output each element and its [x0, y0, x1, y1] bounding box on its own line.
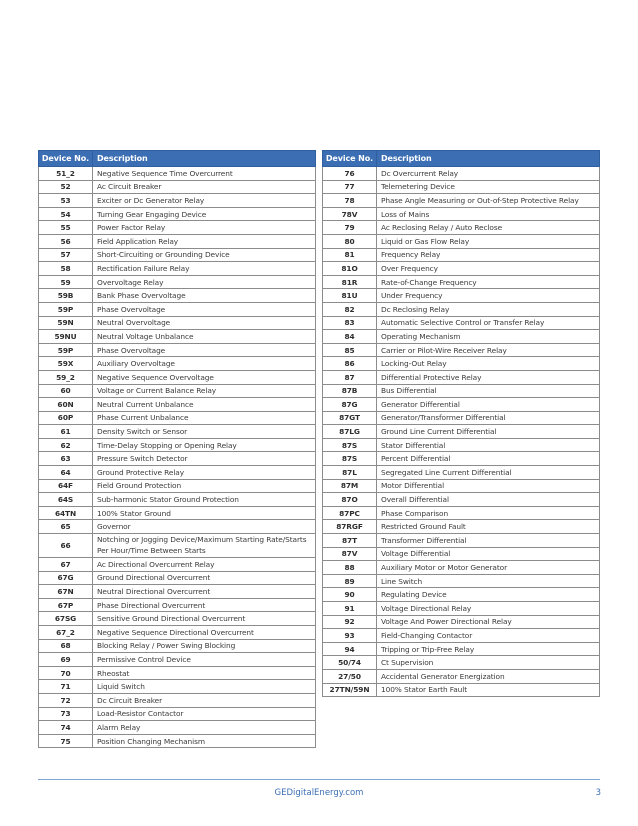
description-cell: Auxiliary Overvoltage: [93, 357, 316, 371]
description-cell: Overvoltage Relay: [93, 275, 316, 289]
table-row: [39, 520, 316, 534]
description-cell: Regulating Device: [377, 588, 600, 602]
device-number-cell: 77: [323, 180, 377, 194]
table-row: [323, 493, 600, 507]
device-number-cell: 87T: [323, 534, 377, 548]
description-cell: Dc Reclosing Relay: [377, 302, 600, 316]
table-row: [323, 316, 600, 330]
device-number-cell: 57: [39, 248, 93, 262]
table-row: [323, 520, 600, 534]
table-row: [39, 693, 316, 707]
description-cell: Neutral Current Unbalance: [93, 398, 316, 412]
header-description: Description: [377, 151, 600, 167]
table-row: [323, 167, 600, 181]
device-number-cell: 71: [39, 680, 93, 694]
device-number-cell: 69: [39, 653, 93, 667]
device-number-cell: 81: [323, 248, 377, 262]
device-number-cell: 91: [323, 602, 377, 616]
description-cell: Phase Angle Measuring or Out-of-Step Protective Relay: [377, 194, 600, 208]
table-row: [39, 221, 316, 235]
device-number-cell: 88: [323, 561, 377, 575]
table-row: [323, 370, 600, 384]
description-cell: Negative Sequence Overvoltage: [93, 370, 316, 384]
table-row: [323, 656, 600, 670]
description-cell: Ac Reclosing Relay / Auto Reclose: [377, 221, 600, 235]
description-cell: Notching or Jogging Device/Maximum Starting Rate/Starts Per Hour/Time Between Starts: [93, 534, 316, 558]
device-table-right: [322, 150, 600, 697]
header-description: Description: [93, 151, 316, 167]
table-row: [39, 425, 316, 439]
device-number-cell: 62: [39, 438, 93, 452]
device-number-cell: 83: [323, 316, 377, 330]
device-number-cell: 63: [39, 452, 93, 466]
description-cell: Automatic Selective Control or Transfer Relay: [377, 316, 600, 330]
description-cell: Generator Differential: [377, 398, 600, 412]
device-number-cell: 27/50: [323, 669, 377, 683]
device-number-cell: 81O: [323, 262, 377, 276]
description-cell: Dc Overcurrent Relay: [377, 167, 600, 181]
device-number-cell: 86: [323, 357, 377, 371]
device-number-cell: 64: [39, 466, 93, 480]
table-row: [323, 602, 600, 616]
device-number-cell: 75: [39, 734, 93, 748]
device-number-cell: 87RGF: [323, 520, 377, 534]
table-row: [39, 262, 316, 276]
table-row: [39, 384, 316, 398]
table-row: [39, 330, 316, 344]
device-table-left: [38, 150, 316, 748]
table-row: [39, 275, 316, 289]
description-cell: Neutral Directional Overcurrent: [93, 585, 316, 599]
description-cell: Dc Circuit Breaker: [93, 693, 316, 707]
device-number-cell: 59N: [39, 316, 93, 330]
table-row: [323, 561, 600, 575]
table-row: [39, 289, 316, 303]
description-cell: Carrier or Pilot-Wire Receiver Relay: [377, 343, 600, 357]
description-cell: Liquid Switch: [93, 680, 316, 694]
device-number-cell: 64TN: [39, 506, 93, 520]
description-cell: Permissive Control Device: [93, 653, 316, 667]
device-number-cell: 87B: [323, 384, 377, 398]
table-row: [323, 384, 600, 398]
table-row: [39, 398, 316, 412]
device-number-cell: 87: [323, 370, 377, 384]
description-cell: Short-Circuiting or Grounding Device: [93, 248, 316, 262]
table-row: [39, 534, 316, 558]
table-row: [39, 680, 316, 694]
device-number-cell: 58: [39, 262, 93, 276]
device-number-cell: 68: [39, 639, 93, 653]
table-row: [39, 612, 316, 626]
description-cell: Tripping or Trip-Free Relay: [377, 642, 600, 656]
description-cell: Phase Directional Overcurrent: [93, 598, 316, 612]
description-cell: Pressure Switch Detector: [93, 452, 316, 466]
table-row: [323, 466, 600, 480]
description-cell: Negative Sequence Time Overcurrent: [93, 167, 316, 181]
header-device-no: Device No.: [323, 151, 377, 167]
table-row: [39, 506, 316, 520]
description-cell: Field Application Relay: [93, 234, 316, 248]
table-row: [39, 452, 316, 466]
footer-divider: [38, 779, 600, 780]
table-row: [323, 398, 600, 412]
description-cell: Sub-harmonic Stator Ground Protection: [93, 493, 316, 507]
header-device-no: Device No.: [39, 151, 93, 167]
device-number-cell: 64F: [39, 479, 93, 493]
device-number-cell: 67_2: [39, 626, 93, 640]
device-number-cell: 56: [39, 234, 93, 248]
device-number-cell: 59P: [39, 343, 93, 357]
table-row: [323, 588, 600, 602]
table-row: [323, 248, 600, 262]
description-cell: Governor: [93, 520, 316, 534]
device-number-cell: 65: [39, 520, 93, 534]
table-row: [323, 669, 600, 683]
device-number-cell: 87PC: [323, 506, 377, 520]
description-cell: Exciter or Dc Generator Relay: [93, 194, 316, 208]
device-number-cell: 87L: [323, 466, 377, 480]
table-row: [39, 653, 316, 667]
device-number-cell: 59: [39, 275, 93, 289]
device-number-cell: 60N: [39, 398, 93, 412]
device-number-cell: 60P: [39, 411, 93, 425]
table-row: [323, 615, 600, 629]
table-header-row: [39, 151, 316, 167]
description-cell: Field-Changing Contactor: [377, 629, 600, 643]
device-number-cell: 87S: [323, 438, 377, 452]
table-row: [323, 574, 600, 588]
table-row: [323, 207, 600, 221]
description-cell: Rheostat: [93, 666, 316, 680]
description-cell: Power Factor Relay: [93, 221, 316, 235]
table-row: [323, 547, 600, 561]
page-number: 3: [595, 788, 601, 798]
description-cell: Rectification Failure Relay: [93, 262, 316, 276]
table-body: [39, 167, 316, 748]
table-row: [323, 180, 600, 194]
table-row: [39, 598, 316, 612]
description-cell: Density Switch or Sensor: [93, 425, 316, 439]
device-number-cell: 66: [39, 534, 93, 558]
description-cell: Restricted Ground Fault: [377, 520, 600, 534]
device-number-cell: 87V: [323, 547, 377, 561]
table-row: [323, 289, 600, 303]
device-number-cell: 70: [39, 666, 93, 680]
table-row: [323, 425, 600, 439]
device-number-cell: 87G: [323, 398, 377, 412]
table-row: [39, 370, 316, 384]
description-cell: Sensitive Ground Directional Overcurrent: [93, 612, 316, 626]
device-number-cell: 67SG: [39, 612, 93, 626]
description-cell: Voltage Differential: [377, 547, 600, 561]
description-cell: Accidental Generator Energization: [377, 669, 600, 683]
device-number-cell: 87GT: [323, 411, 377, 425]
table-row: [323, 438, 600, 452]
table-row: [39, 639, 316, 653]
table-row: [39, 571, 316, 585]
device-number-cell: 52: [39, 180, 93, 194]
description-cell: Line Switch: [377, 574, 600, 588]
table-row: [323, 275, 600, 289]
device-number-cell: 93: [323, 629, 377, 643]
description-cell: Over Frequency: [377, 262, 600, 276]
device-number-cell: 81R: [323, 275, 377, 289]
description-cell: Ground Line Current Differential: [377, 425, 600, 439]
table-body: [323, 167, 600, 697]
table-row: [39, 734, 316, 748]
device-number-cell: 61: [39, 425, 93, 439]
description-cell: Differential Protective Relay: [377, 370, 600, 384]
table-row: [323, 452, 600, 466]
table-row: [323, 262, 600, 276]
device-number-cell: 80: [323, 234, 377, 248]
description-cell: Transformer Differential: [377, 534, 600, 548]
device-number-cell: 87O: [323, 493, 377, 507]
description-cell: Overall Differential: [377, 493, 600, 507]
table-row: [323, 479, 600, 493]
table-row: [39, 479, 316, 493]
table-row: [323, 330, 600, 344]
table-row: [39, 343, 316, 357]
table-row: [323, 343, 600, 357]
description-cell: Rate-of-Change Frequency: [377, 275, 600, 289]
description-cell: Ac Circuit Breaker: [93, 180, 316, 194]
table-row: [39, 558, 316, 572]
description-cell: Bank Phase Overvoltage: [93, 289, 316, 303]
description-cell: Field Ground Protection: [93, 479, 316, 493]
description-cell: Liquid or Gas Flow Relay: [377, 234, 600, 248]
description-cell: Phase Current Unbalance: [93, 411, 316, 425]
table-row: [39, 248, 316, 262]
device-number-cell: 94: [323, 642, 377, 656]
device-number-cell: 67: [39, 558, 93, 572]
description-cell: Loss of Mains: [377, 207, 600, 221]
description-cell: Generator/Transformer Differential: [377, 411, 600, 425]
table-row: [39, 438, 316, 452]
description-cell: Bus Differential: [377, 384, 600, 398]
device-number-cell: 50/74: [323, 656, 377, 670]
device-number-cell: 76: [323, 167, 377, 181]
description-cell: Voltage or Current Balance Relay: [93, 384, 316, 398]
table-row: [323, 234, 600, 248]
table-row: [39, 466, 316, 480]
table-row: [323, 357, 600, 371]
description-cell: Neutral Overvoltage: [93, 316, 316, 330]
description-cell: Turning Gear Engaging Device: [93, 207, 316, 221]
table-row: [323, 683, 600, 697]
table-row: [323, 642, 600, 656]
table-row: [39, 493, 316, 507]
description-cell: Motor Differential: [377, 479, 600, 493]
device-number-cell: 89: [323, 574, 377, 588]
device-number-cell: 78V: [323, 207, 377, 221]
table-row: [39, 666, 316, 680]
device-number-cell: 87S: [323, 452, 377, 466]
description-cell: Auxiliary Motor or Motor Generator: [377, 561, 600, 575]
table-row: [39, 585, 316, 599]
description-cell: Telemetering Device: [377, 180, 600, 194]
description-cell: Segregated Line Current Differential: [377, 466, 600, 480]
device-number-cell: 79: [323, 221, 377, 235]
device-number-cell: 90: [323, 588, 377, 602]
table-row: [39, 234, 316, 248]
description-cell: Position Changing Mechanism: [93, 734, 316, 748]
description-cell: Voltage Directional Relay: [377, 602, 600, 616]
description-cell: Under Frequency: [377, 289, 600, 303]
table-row: [323, 194, 600, 208]
device-number-cell: 64S: [39, 493, 93, 507]
description-cell: Blocking Relay / Power Swing Blocking: [93, 639, 316, 653]
device-number-cell: 59P: [39, 302, 93, 316]
table-header-row: [323, 151, 600, 167]
device-number-cell: 81U: [323, 289, 377, 303]
description-cell: 100% Stator Earth Fault: [377, 683, 600, 697]
device-number-cell: 60: [39, 384, 93, 398]
device-number-cell: 87M: [323, 479, 377, 493]
device-number-cell: 55: [39, 221, 93, 235]
description-cell: Operating Mechanism: [377, 330, 600, 344]
device-number-cell: 84: [323, 330, 377, 344]
device-number-cell: 72: [39, 693, 93, 707]
table-row: [39, 194, 316, 208]
description-cell: Ground Directional Overcurrent: [93, 571, 316, 585]
description-cell: Ac Directional Overcurrent Relay: [93, 558, 316, 572]
table-row: [39, 721, 316, 735]
table-row: [323, 221, 600, 235]
device-number-cell: 87LG: [323, 425, 377, 439]
description-cell: Negative Sequence Directional Overcurrent: [93, 626, 316, 640]
device-number-cell: 54: [39, 207, 93, 221]
device-number-cell: 85: [323, 343, 377, 357]
description-cell: Locking-Out Relay: [377, 357, 600, 371]
table-row: [39, 180, 316, 194]
description-cell: Load-Resistor Contactor: [93, 707, 316, 721]
description-cell: Ct Supervision: [377, 656, 600, 670]
device-number-cell: 74: [39, 721, 93, 735]
description-cell: Frequency Relay: [377, 248, 600, 262]
table-row: [39, 411, 316, 425]
table-row: [323, 534, 600, 548]
table-row: [323, 411, 600, 425]
description-cell: Voltage And Power Directional Relay: [377, 615, 600, 629]
description-cell: Phase Comparison: [377, 506, 600, 520]
device-number-cell: 59_2: [39, 370, 93, 384]
device-number-cell: 27TN/59N: [323, 683, 377, 697]
description-cell: Neutral Voltage Unbalance: [93, 330, 316, 344]
device-number-cell: 92: [323, 615, 377, 629]
footer-website-link[interactable]: GEDigitalEnergy.com: [274, 788, 364, 798]
device-number-cell: 59X: [39, 357, 93, 371]
table-row: [39, 302, 316, 316]
description-cell: Phase Overvoltage: [93, 343, 316, 357]
table-row: [39, 207, 316, 221]
description-cell: Percent Differential: [377, 452, 600, 466]
device-number-cell: 67N: [39, 585, 93, 599]
table-row: [39, 316, 316, 330]
device-number-cell: 67P: [39, 598, 93, 612]
device-number-cell: 78: [323, 194, 377, 208]
description-cell: 100% Stator Ground: [93, 506, 316, 520]
table-row: [323, 302, 600, 316]
description-cell: Alarm Relay: [93, 721, 316, 735]
description-cell: Time-Delay Stopping or Opening Relay: [93, 438, 316, 452]
table-row: [323, 506, 600, 520]
table-row: [39, 626, 316, 640]
description-cell: Stator Differential: [377, 438, 600, 452]
device-number-cell: 59NU: [39, 330, 93, 344]
table-row: [39, 707, 316, 721]
description-cell: Ground Protective Relay: [93, 466, 316, 480]
table-row: [39, 357, 316, 371]
device-number-cell: 59B: [39, 289, 93, 303]
description-cell: Phase Overvoltage: [93, 302, 316, 316]
device-number-cell: 53: [39, 194, 93, 208]
device-number-cell: 51_2: [39, 167, 93, 181]
device-number-cell: 73: [39, 707, 93, 721]
table-row: [323, 629, 600, 643]
table-row: [39, 167, 316, 181]
device-number-cell: 67G: [39, 571, 93, 585]
device-number-cell: 82: [323, 302, 377, 316]
